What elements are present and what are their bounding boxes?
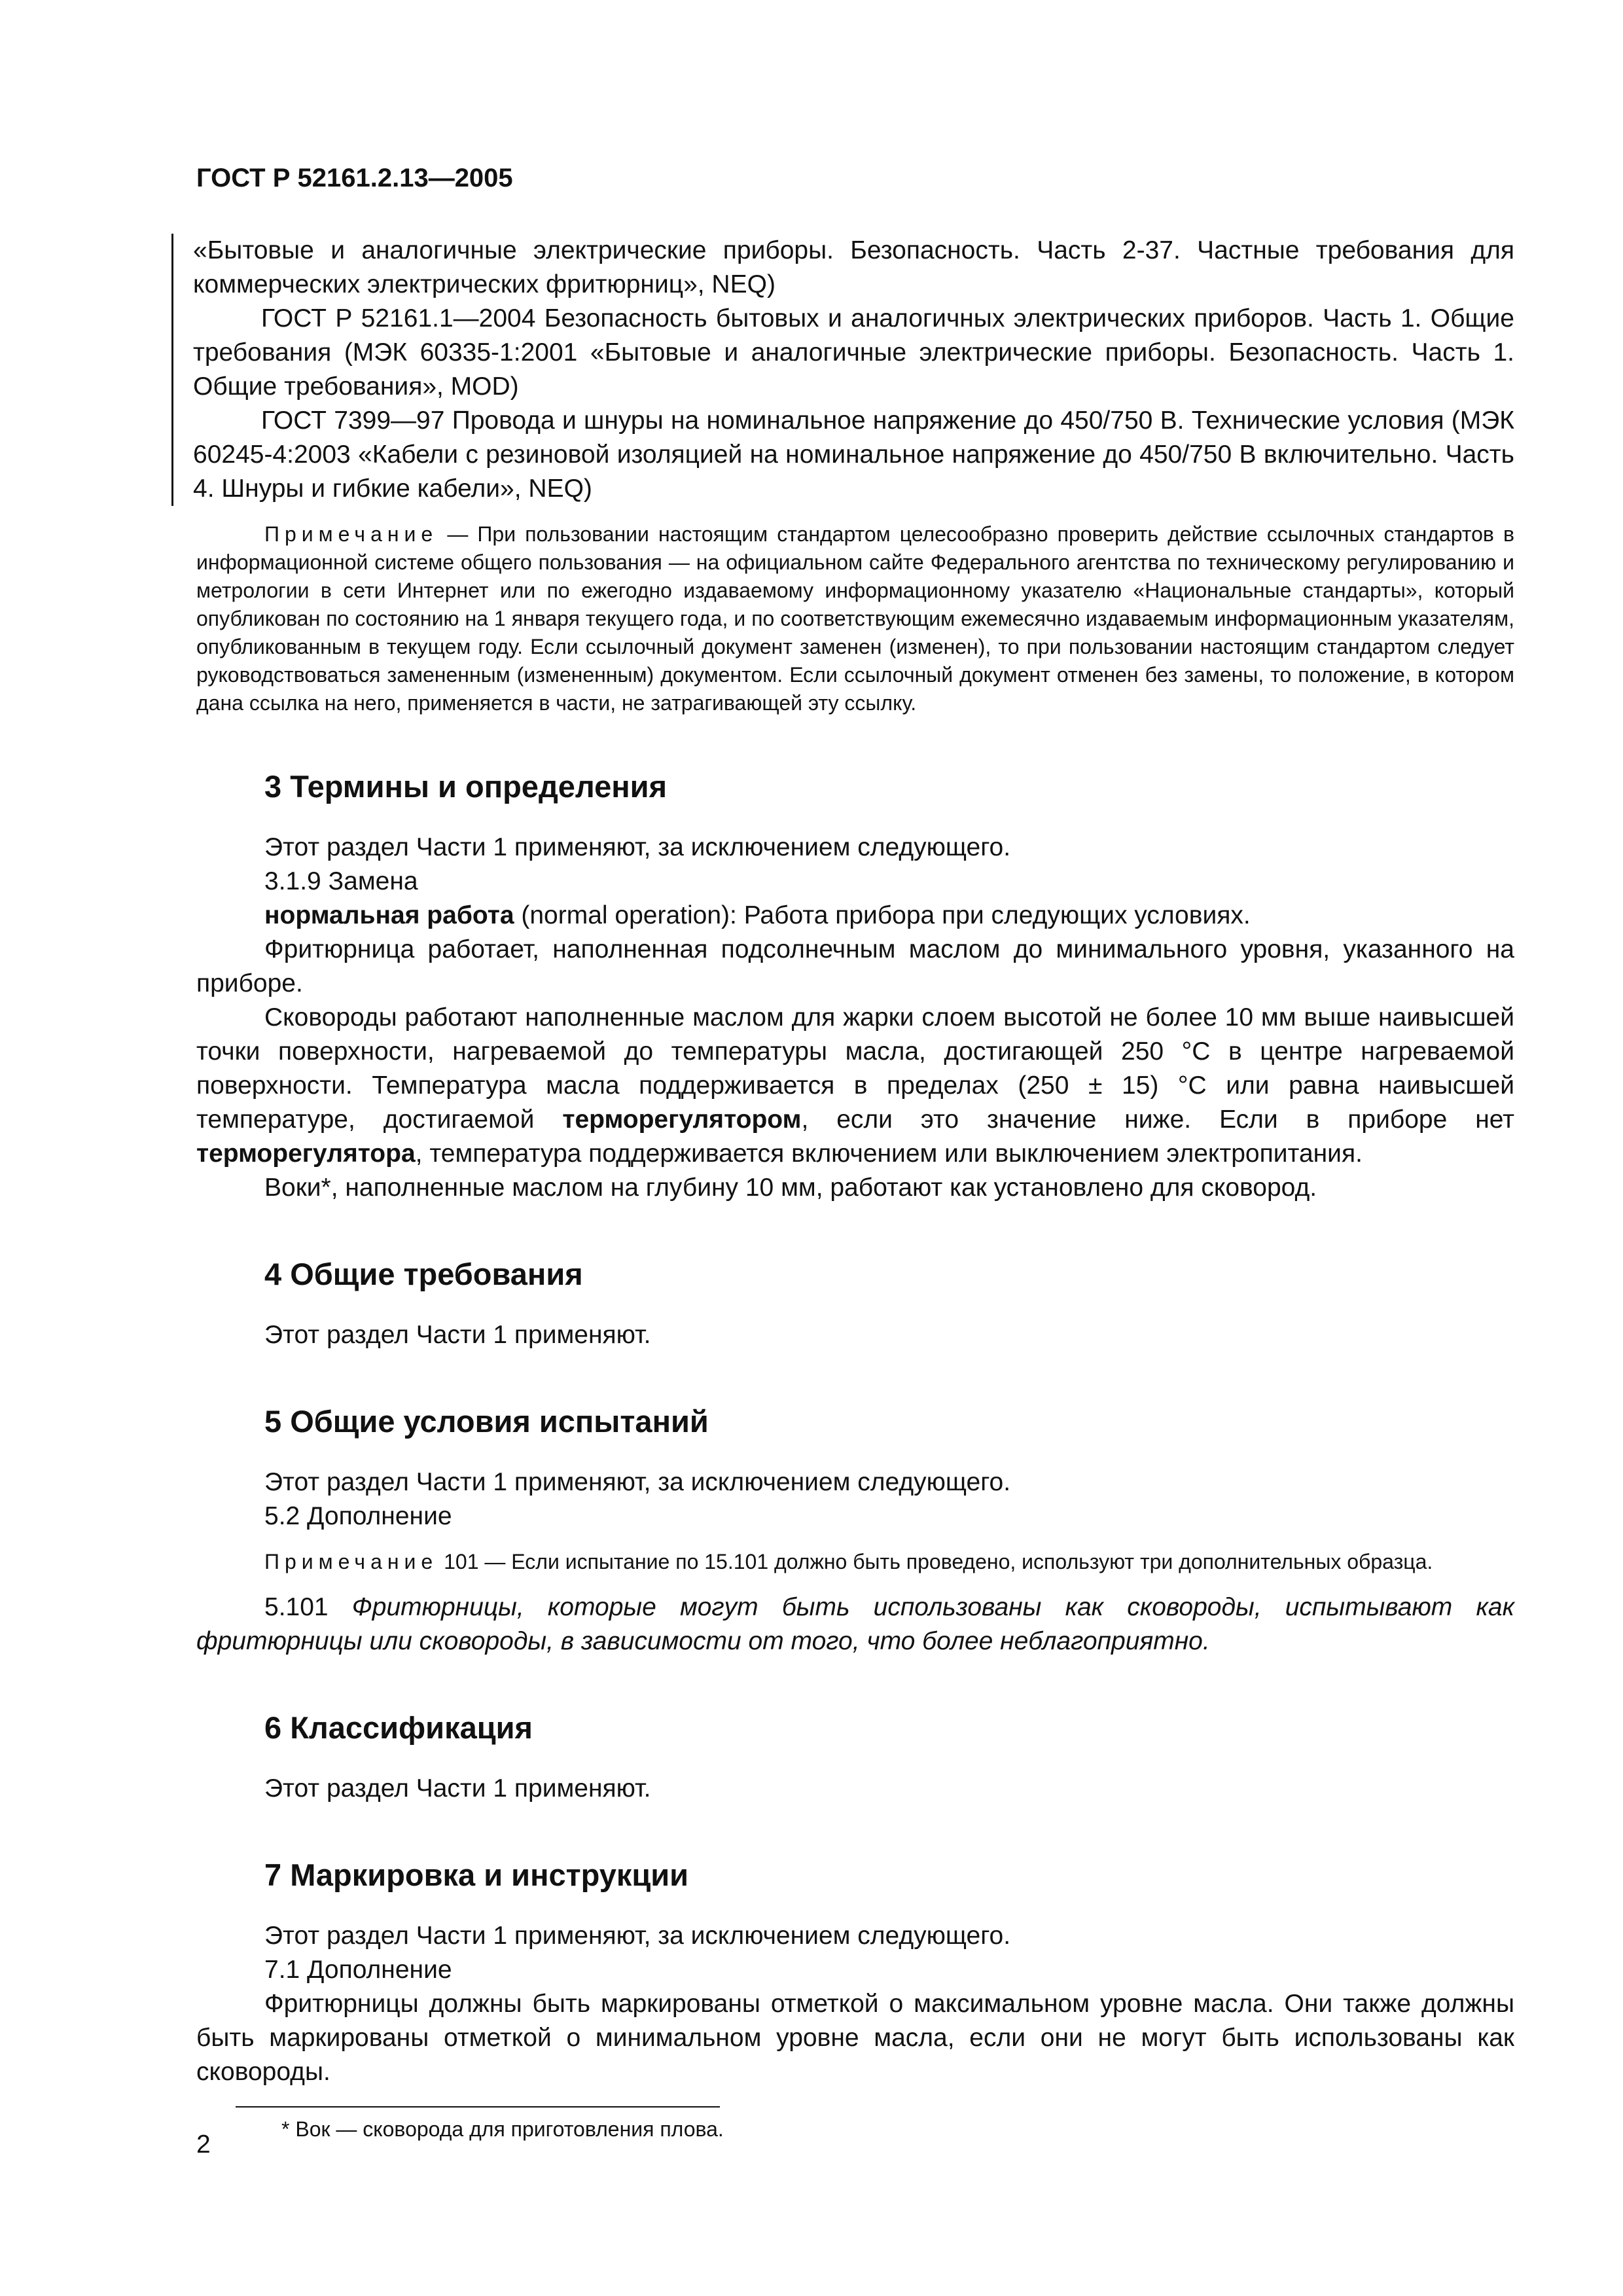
section-heading: 7 Маркировка и инструкции [264,1857,689,1892]
reference-paragraph: «Бытовые и аналогичные электрические приборы. Безопасность. Часть 2-37. Частные требования для коммерческих электрических фритюрниц», NEQ) [193,236,1514,298]
body-paragraph: 3.1.9 Замена [264,867,418,895]
section-heading: 3 Термины и определения [264,769,667,804]
text-run: Сковороды работают наполненные маслом для жарки слоем высотой не более 10 мм выше наивысшей точки поверхности, нагреваемой до температуры масла, достигающей 250 °С в центре нагреваемой поверхности. Температура масла поддерживается в пределах (250 ± 15) °С или равна наивысшей температуре, достигаемой [196,1003,1514,1134]
note-paragraph [196,1548,1514,1576]
body-paragraph: Этот раздел Части 1 применяют, за исключением следующего. [264,1922,1011,1950]
footnote-divider [236,2106,720,2108]
section-heading: 5 Общие условия испытаний [264,1404,709,1439]
body-paragraph: Фритюрница работает, наполненная подсолнечным маслом до минимального уровня, указанного на приборе. [196,935,1514,997]
text-run: , температура поддерживается включением или выключением электропитания. [415,1139,1363,1168]
body-paragraph: 5.2 Дополнение [264,1502,452,1530]
section-heading: 4 Общие требования [264,1257,583,1291]
clause-number: 5.101 [264,1593,352,1621]
body-paragraph [196,1001,1514,1171]
document-page [193,164,1515,2143]
note-text: — При пользовании настоящим стандартом целесообразно проверить действие ссылочных стандартов в информационной системе общего пользования — на официальном сайте Федерального агентства по техническому регулированию и метрологии в сети Интернет или по ежегодно издаваемому информационному указателю «Национальные стандарты», который опубликован по состоянию на 1 января текущего года, и по соответствующим ежемесячно издаваемым информационным указателям, опубликованным в текущем году. Если ссылочный документ заменен (изменен), то при пользовании настоящим стандартом следует руководствоваться замененным (измененным) документом. Если ссылочный документ отменен без замены, то положение, в котором дана ссылка на него, применяется в части, не затрагивающей эту ссылку. [196,522,1514,715]
text-run: , если это значение ниже. Если в приборе нет [801,1105,1515,1134]
note-label: Примечание [264,522,438,546]
note-text: 101 — Если испытание по 15.101 должно быть проведено, используют три дополнительных образца. [438,1550,1433,1573]
section-heading: 6 Классификация [264,1710,533,1745]
reference-paragraph: ГОСТ Р 52161.1—2004 Безопасность бытовых и аналогичных электрических приборов. Часть 1. Общие требования (МЭК 60335-1:2001 «Бытовые и аналогичные электрические приборы. Безопасность. Часть 1. Общие требования», MOD) [193,304,1514,401]
footnote: * Вок — сковорода для приготовления плова. [281,2117,724,2141]
defined-term: нормальная работа [264,901,514,929]
body-paragraph: Этот раздел Части 1 применяют. [264,1774,651,1803]
body-paragraph: 7.1 Дополнение [264,1956,452,1984]
body-paragraph [196,1590,1514,1659]
note-paragraph [196,520,1514,717]
page-number: 2 [196,2130,211,2159]
test-method-text: Фритюрницы, которые могут быть использованы как сковороды, испытывают как фритюрницы или сковороды, в зависимости от того, что более неблагоприятно. [196,1593,1514,1655]
term-run: терморегулятора [196,1139,416,1168]
definition-paragraph [196,899,1514,933]
definition-text: (normal operation): Работа прибора при следующих условиях. [514,901,1251,929]
body-paragraph: Воки*, наполненные маслом на глубину 10 мм, работают как установлено для сковород. [264,1174,1317,1202]
body-paragraph: Фритюрницы должны быть маркированы отметкой о максимальном уровне масла. Они также должны быть маркированы отметкой о минимальном уровне масла, если они не могут быть использованы как сковороды. [196,1990,1514,2086]
body-paragraph: Этот раздел Части 1 применяют, за исключением следующего. [264,833,1011,861]
document-number-header: ГОСТ Р 52161.2.13—2005 [196,164,513,192]
term-run: терморегулятором [562,1105,802,1134]
body-paragraph: Этот раздел Части 1 применяют. [264,1321,651,1349]
note-label: Примечание [264,1550,438,1573]
body-paragraph: Этот раздел Части 1 применяют, за исключением следующего. [264,1468,1011,1496]
normative-references-block [171,234,1514,506]
reference-paragraph: ГОСТ 7399—97 Провода и шнуры на номинальное напряжение до 450/750 В. Технические условия (МЭК 60245-4:2003 «Кабели с резиновой изоляцией на номинальное напряжение до 450/750 В включительно. Часть 4. Шнуры и гибкие кабели», NEQ) [193,406,1514,503]
